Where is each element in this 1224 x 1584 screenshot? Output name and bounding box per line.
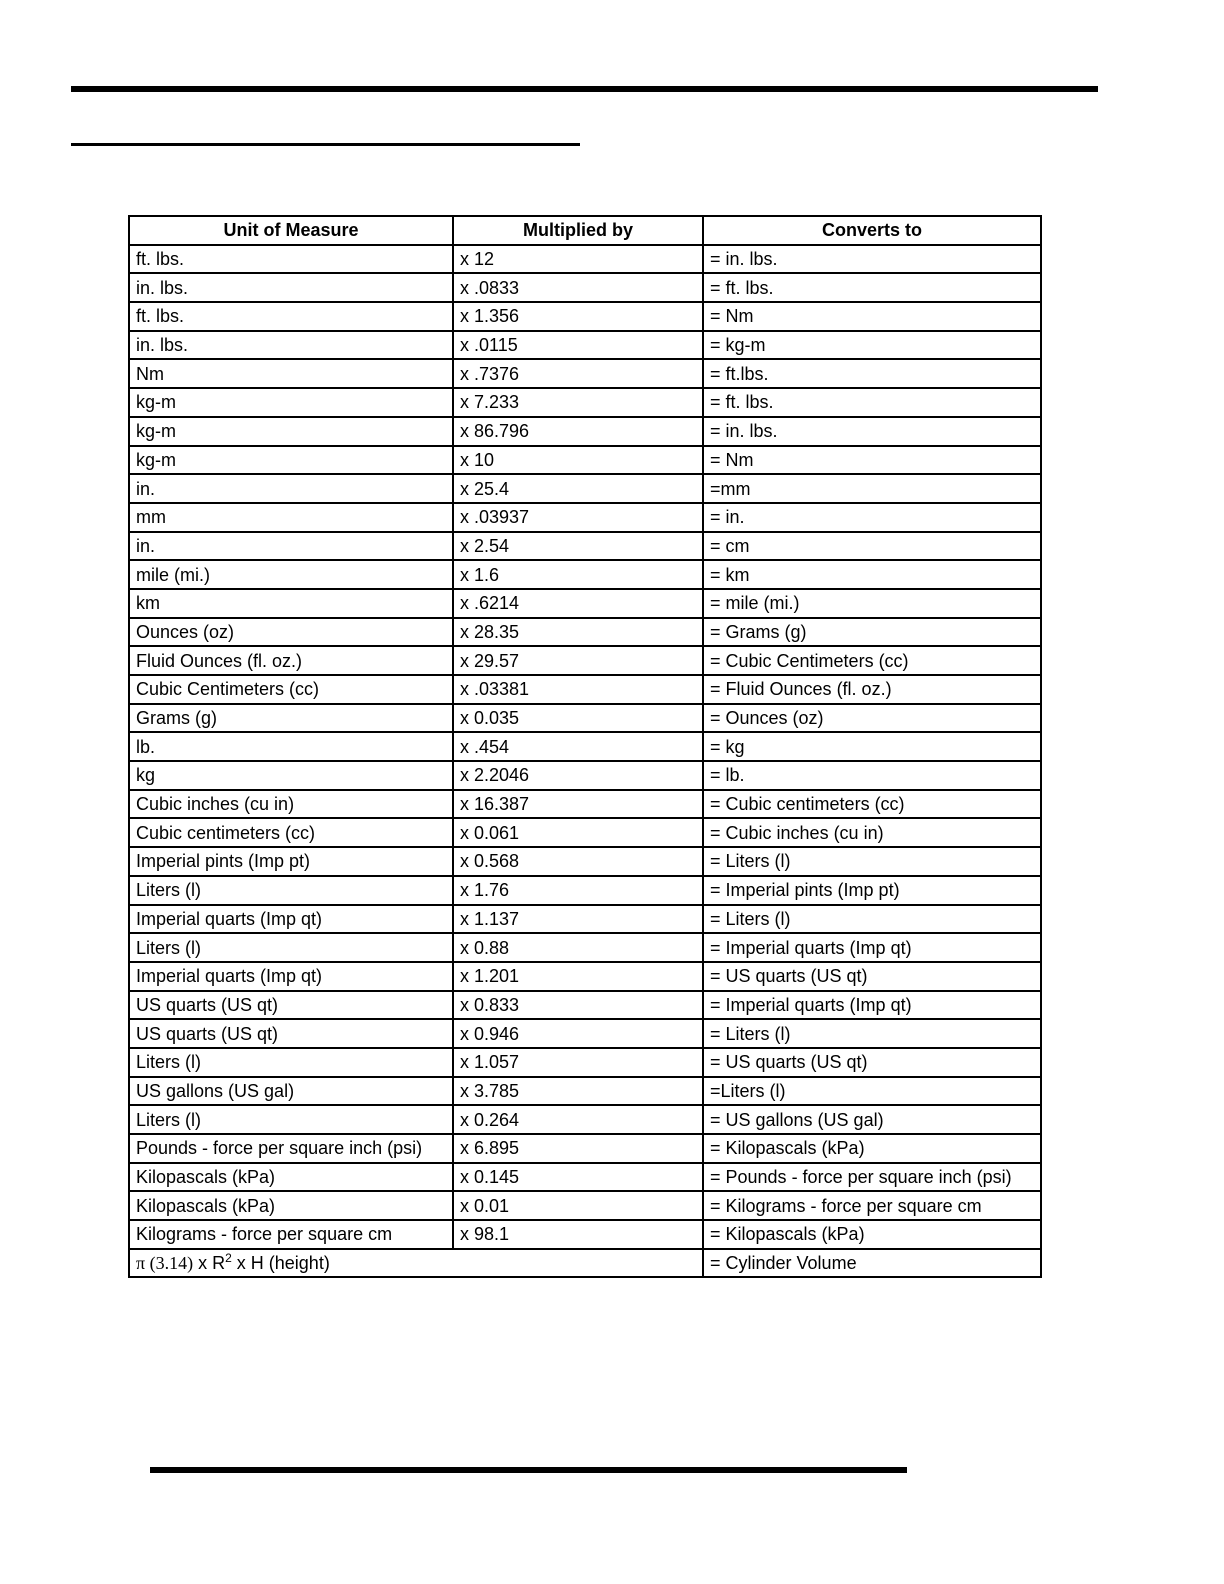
converts-to-cell: = kg (703, 732, 1041, 761)
table-row (129, 704, 1041, 733)
unit-cell: Ounces (oz) (129, 618, 453, 647)
unit-cell: Pounds - force per square inch (psi) (129, 1134, 453, 1163)
converts-to-cell: = US quarts (US qt) (703, 1048, 1041, 1077)
multiplier-cell: x .6214 (453, 589, 703, 618)
multiplier-cell: x 29.57 (453, 646, 703, 675)
unit-cell: Cubic Centimeters (cc) (129, 675, 453, 704)
unit-cell: in. lbs. (129, 331, 453, 360)
multiplier-cell: x 86.796 (453, 417, 703, 446)
multiplier-cell: x 0.035 (453, 704, 703, 733)
table-row (129, 388, 1041, 417)
table-row (129, 991, 1041, 1020)
converts-to-cell: = Cubic centimeters (cc) (703, 790, 1041, 819)
top-rule (71, 86, 1098, 92)
converts-to-cell: = US gallons (US gal) (703, 1105, 1041, 1134)
table-row (129, 761, 1041, 790)
multiplier-cell: x 1.76 (453, 876, 703, 905)
converts-to-cell: = Imperial pints (Imp pt) (703, 876, 1041, 905)
multiplier-cell: x 1.201 (453, 962, 703, 991)
multiplier-cell: x 6.895 (453, 1134, 703, 1163)
unit-cell: Liters (l) (129, 1048, 453, 1077)
multiplier-cell: x .454 (453, 732, 703, 761)
multiplier-cell: x 1.137 (453, 905, 703, 934)
multiplier-cell: x 0.568 (453, 847, 703, 876)
table-row (129, 790, 1041, 819)
formula-result: = Cylinder Volume (703, 1249, 1041, 1278)
table-row (129, 618, 1041, 647)
table-row (129, 646, 1041, 675)
formula-cell (129, 1249, 703, 1278)
converts-to-cell: = mile (mi.) (703, 589, 1041, 618)
table-row (129, 847, 1041, 876)
table-row (129, 933, 1041, 962)
multiplier-cell: x .7376 (453, 359, 703, 388)
converts-to-cell: = Imperial quarts (Imp qt) (703, 933, 1041, 962)
table-row (129, 905, 1041, 934)
table-row (129, 1048, 1041, 1077)
multiplier-cell: x 10 (453, 446, 703, 475)
converts-to-cell: = Liters (l) (703, 847, 1041, 876)
formula-row (129, 1249, 1041, 1278)
table-row (129, 962, 1041, 991)
converts-to-cell: = ft.lbs. (703, 359, 1041, 388)
formula-mid: x R (193, 1253, 226, 1274)
unit-cell: in. (129, 474, 453, 503)
unit-cell: in. lbs. (129, 273, 453, 302)
table-row (129, 331, 1041, 360)
unit-cell: Liters (l) (129, 933, 453, 962)
unit-cell: kg-m (129, 417, 453, 446)
formula-superscript: 2 (225, 1251, 232, 1266)
multiplier-cell: x 0.145 (453, 1163, 703, 1192)
multiplier-cell: x 12 (453, 245, 703, 274)
converts-to-cell: = Kilopascals (kPa) (703, 1220, 1041, 1249)
multiplier-cell: x 0.833 (453, 991, 703, 1020)
table-row (129, 876, 1041, 905)
converts-to-cell: = Ounces (oz) (703, 704, 1041, 733)
unit-cell: km (129, 589, 453, 618)
multiplier-cell: x .0833 (453, 273, 703, 302)
unit-cell: Imperial quarts (Imp qt) (129, 905, 453, 934)
unit-cell: US quarts (US qt) (129, 991, 453, 1020)
table-row (129, 1134, 1041, 1163)
unit-cell: Kilopascals (kPa) (129, 1163, 453, 1192)
unit-cell: Kilograms - force per square cm (129, 1220, 453, 1249)
table-row (129, 503, 1041, 532)
multiplier-cell: x .0115 (453, 331, 703, 360)
unit-cell: mm (129, 503, 453, 532)
table-row (129, 1105, 1041, 1134)
unit-cell: Nm (129, 359, 453, 388)
table-row (129, 1191, 1041, 1220)
bottom-rule (150, 1467, 907, 1473)
converts-to-cell: = US quarts (US qt) (703, 962, 1041, 991)
multiplier-cell: x 25.4 (453, 474, 703, 503)
unit-cell: US quarts (US qt) (129, 1019, 453, 1048)
converts-to-cell: = Kilopascals (kPa) (703, 1134, 1041, 1163)
unit-cell: Liters (l) (129, 876, 453, 905)
multiplier-cell: x 2.54 (453, 532, 703, 561)
converts-to-cell: = Nm (703, 446, 1041, 475)
table-row (129, 818, 1041, 847)
converts-to-cell: = in. lbs. (703, 417, 1041, 446)
formula-end: x H (height) (231, 1253, 330, 1274)
converts-to-cell: = kg-m (703, 331, 1041, 360)
multiplier-cell: x 0.264 (453, 1105, 703, 1134)
multiplier-cell: x 0.061 (453, 818, 703, 847)
table-row (129, 474, 1041, 503)
converts-to-cell: = lb. (703, 761, 1041, 790)
table-row (129, 417, 1041, 446)
conversion-table (128, 215, 1042, 1278)
converts-to-cell: = Grams (g) (703, 618, 1041, 647)
unit-cell: Imperial quarts (Imp qt) (129, 962, 453, 991)
table-row (129, 1019, 1041, 1048)
multiplier-cell: x 16.387 (453, 790, 703, 819)
unit-cell: Liters (l) (129, 1105, 453, 1134)
unit-cell: kg (129, 761, 453, 790)
unit-cell: Fluid Ounces (fl. oz.) (129, 646, 453, 675)
converts-to-cell: = km (703, 560, 1041, 589)
unit-cell: Grams (g) (129, 704, 453, 733)
unit-cell: kg-m (129, 388, 453, 417)
converts-to-cell: = in. (703, 503, 1041, 532)
table-row (129, 359, 1041, 388)
table-row (129, 532, 1041, 561)
sub-rule (71, 143, 580, 146)
multiplier-cell: x 1.057 (453, 1048, 703, 1077)
table-row (129, 1220, 1041, 1249)
converts-to-cell: = ft. lbs. (703, 273, 1041, 302)
unit-cell: Cubic centimeters (cc) (129, 818, 453, 847)
converts-to-cell: = Pounds - force per square inch (psi) (703, 1163, 1041, 1192)
table-row (129, 245, 1041, 274)
multiplier-cell: x 0.01 (453, 1191, 703, 1220)
unit-cell: lb. (129, 732, 453, 761)
table-row (129, 1077, 1041, 1106)
unit-cell: Cubic inches (cu in) (129, 790, 453, 819)
unit-cell: in. (129, 532, 453, 561)
table-row (129, 446, 1041, 475)
table-row (129, 302, 1041, 331)
unit-cell: ft. lbs. (129, 245, 453, 274)
pi-text: π (3.14) (136, 1253, 194, 1274)
header-converts-to: Converts to (703, 216, 1041, 245)
converts-to-cell: = Cubic inches (cu in) (703, 818, 1041, 847)
table-row (129, 589, 1041, 618)
converts-to-cell: = Liters (l) (703, 1019, 1041, 1048)
multiplier-cell: x 0.88 (453, 933, 703, 962)
converts-to-cell: = Cubic Centimeters (cc) (703, 646, 1041, 675)
header-row (129, 216, 1041, 245)
unit-cell: kg-m (129, 446, 453, 475)
multiplier-cell: x .03381 (453, 675, 703, 704)
multiplier-cell: x 1.356 (453, 302, 703, 331)
multiplier-cell: x 1.6 (453, 560, 703, 589)
unit-cell: Kilopascals (kPa) (129, 1191, 453, 1220)
table-row (129, 732, 1041, 761)
multiplier-cell: x 2.2046 (453, 761, 703, 790)
header-unit-of-measure: Unit of Measure (129, 216, 453, 245)
table-row (129, 560, 1041, 589)
multiplier-cell: x 0.946 (453, 1019, 703, 1048)
unit-cell: US gallons (US gal) (129, 1077, 453, 1106)
table-row (129, 675, 1041, 704)
converts-to-cell: = Imperial quarts (Imp qt) (703, 991, 1041, 1020)
converts-to-cell: = Fluid Ounces (fl. oz.) (703, 675, 1041, 704)
table-row (129, 1163, 1041, 1192)
converts-to-cell: =Liters (l) (703, 1077, 1041, 1106)
multiplier-cell: x .03937 (453, 503, 703, 532)
converts-to-cell: = Kilograms - force per square cm (703, 1191, 1041, 1220)
table-row (129, 273, 1041, 302)
multiplier-cell: x 7.233 (453, 388, 703, 417)
converts-to-cell: = ft. lbs. (703, 388, 1041, 417)
converts-to-cell: = Liters (l) (703, 905, 1041, 934)
header-multiplied-by: Multiplied by (453, 216, 703, 245)
converts-to-cell: = in. lbs. (703, 245, 1041, 274)
unit-cell: mile (mi.) (129, 560, 453, 589)
converts-to-cell: = cm (703, 532, 1041, 561)
converts-to-cell: = Nm (703, 302, 1041, 331)
converts-to-cell: =mm (703, 474, 1041, 503)
multiplier-cell: x 98.1 (453, 1220, 703, 1249)
unit-cell: ft. lbs. (129, 302, 453, 331)
unit-cell: Imperial pints (Imp pt) (129, 847, 453, 876)
multiplier-cell: x 28.35 (453, 618, 703, 647)
multiplier-cell: x 3.785 (453, 1077, 703, 1106)
